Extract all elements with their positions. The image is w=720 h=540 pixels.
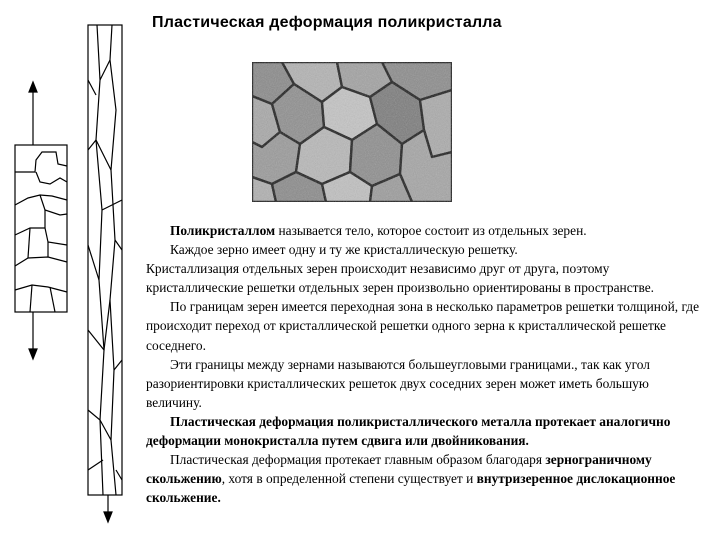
term-intragranular-slip: внутризеренное дислокационное скольжение. xyxy=(146,471,676,506)
deformation-diagram xyxy=(0,0,150,540)
term-polycrystal: Поликристаллом xyxy=(170,223,276,238)
tension-arrow-bottom-left-icon xyxy=(29,312,37,359)
page-title: Пластическая деформация поликристалла xyxy=(152,14,502,31)
paragraph-high-angle-boundaries: Эти границы между зернами называются большеугловыми границами., так как угол разориентировки кристаллических решеток двух соседних зерен может иметь большую величину. xyxy=(146,356,650,410)
paragraph-crystallization: Кристаллизация отдельных зерен происходит независимо друг от друга, поэтому кристаллические решетки отдельных зерен произвольно ориентированы в пространстве. xyxy=(146,261,655,296)
paragraph-deformation-mechanism: Пластическая деформация поликристаллического металла протекает аналогично деформации монокристалла путем сдвига или двойникования. xyxy=(146,413,671,449)
term-grain-boundary-sliding: зернограничному скольжению xyxy=(146,452,652,487)
definition-text: называется тело, которое состоит из отдельных зерен. xyxy=(275,223,587,238)
paragraph-polycrystal-definition xyxy=(146,221,706,240)
tension-arrow-bottom-right-icon xyxy=(104,495,112,522)
tension-arrow-top-left-icon xyxy=(29,82,37,145)
sliding-text-middle: , хотя в определенной степени существует и xyxy=(221,471,477,487)
body-text xyxy=(146,221,706,507)
paragraph-grain-lattice: Каждое зерно имеет одну и ту же кристаллическую решетку. xyxy=(170,242,518,258)
sliding-text-start: Пластическая деформация протекает главным образом благодаря xyxy=(170,452,546,468)
paragraph-grain-boundary-sliding xyxy=(146,450,706,507)
grain-structure-micrograph-icon xyxy=(252,62,452,202)
paragraph-transition-zone: По границам зерен имеется переходная зона в несколько параметров решетки толщиной, где происходит переход от кристаллической решетки одного зерна к кристаллической решетке соседнего. xyxy=(146,299,700,353)
